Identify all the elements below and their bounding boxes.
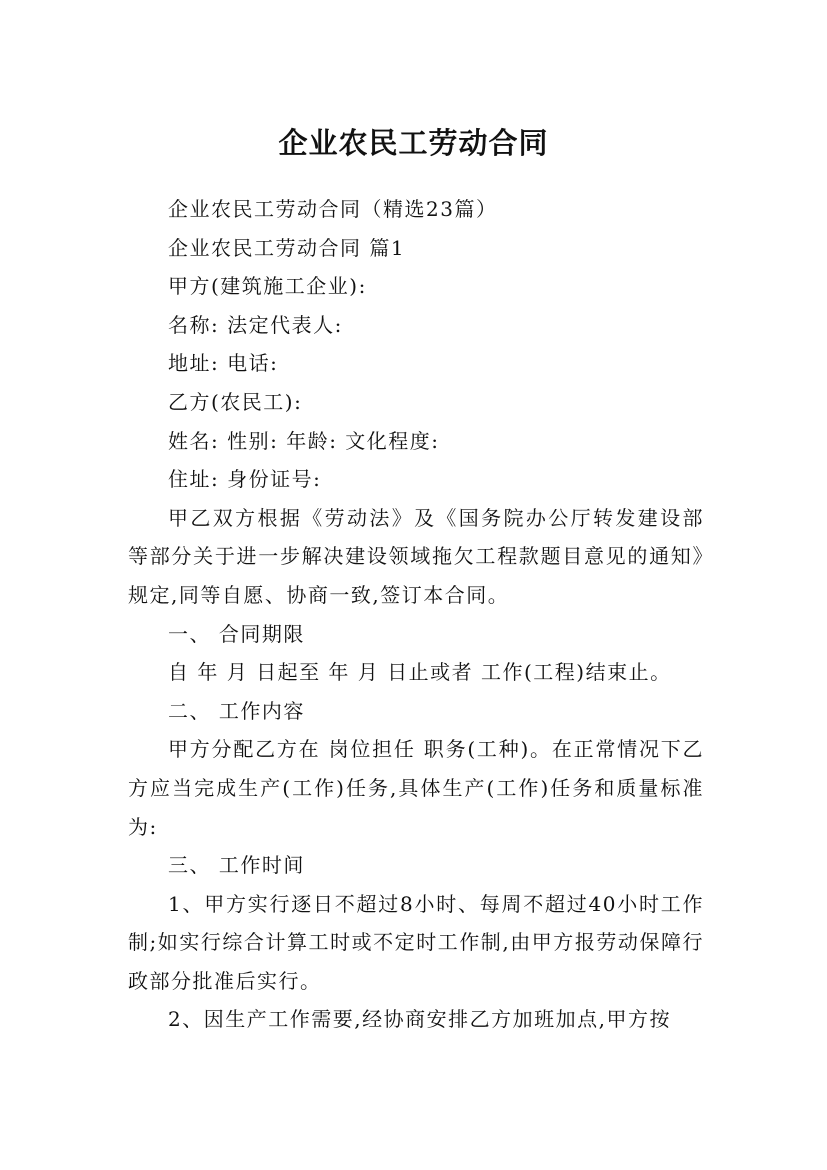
- document-title: 企业农民工劳动合同: [278, 126, 549, 161]
- paragraph-party-b-address: 住址: 身份证号:: [168, 467, 322, 492]
- paragraph-party-a-name: 名称: 法定代表人:: [168, 312, 343, 337]
- clause-term-text: 自 年 月 日起至 年 月 日止或者 工作(工程)结束止。: [168, 660, 672, 685]
- paragraph-party-a: 甲方(建筑施工企业):: [168, 274, 367, 299]
- clause-working-hours-item-2: 2、因生产工作需要,经协商安排乙方加班加点,甲方按: [168, 1007, 671, 1032]
- clause-heading-working-hours: 三、 工作时间: [168, 853, 305, 878]
- clause-heading-term: 一、 合同期限: [168, 621, 305, 646]
- clause-heading-work-content: 二、 工作内容: [168, 698, 305, 723]
- clause-work-content-text: 甲方分配乙方在 岗位担任 职务(工种)。在正常情况下乙方应当完成生产(工作)任务,具体生产(工作)任务和质量标准为:: [128, 737, 704, 839]
- paragraph-section-heading: 企业农民工劳动合同 篇1: [168, 235, 406, 260]
- paragraph-party-a-address: 地址: 电话:: [168, 351, 279, 376]
- clause-working-hours-item-1: 1、甲方实行逐日不超过8小时、每周不超过40小时工作制;如实行综合计算工时或不定时工作制,由甲方报劳动保障行政部分批准后实行。: [128, 891, 704, 993]
- document-body: [128, 190, 704, 1039]
- paragraph-preamble: 甲乙双方根据《劳动法》及《国务院办公厅转发建设部等部分关于进一步解决建设领域拖欠工程款题目意见的通知》规定,同等自愿、协商一致,签订本合同。: [128, 505, 704, 607]
- paragraph-subtitle: 企业农民工劳动合同（精选23篇）: [168, 197, 498, 221]
- paragraph-party-b: 乙方(农民工):: [168, 389, 303, 414]
- paragraph-party-b-details: 姓名: 性别: 年龄: 文化程度:: [168, 428, 440, 453]
